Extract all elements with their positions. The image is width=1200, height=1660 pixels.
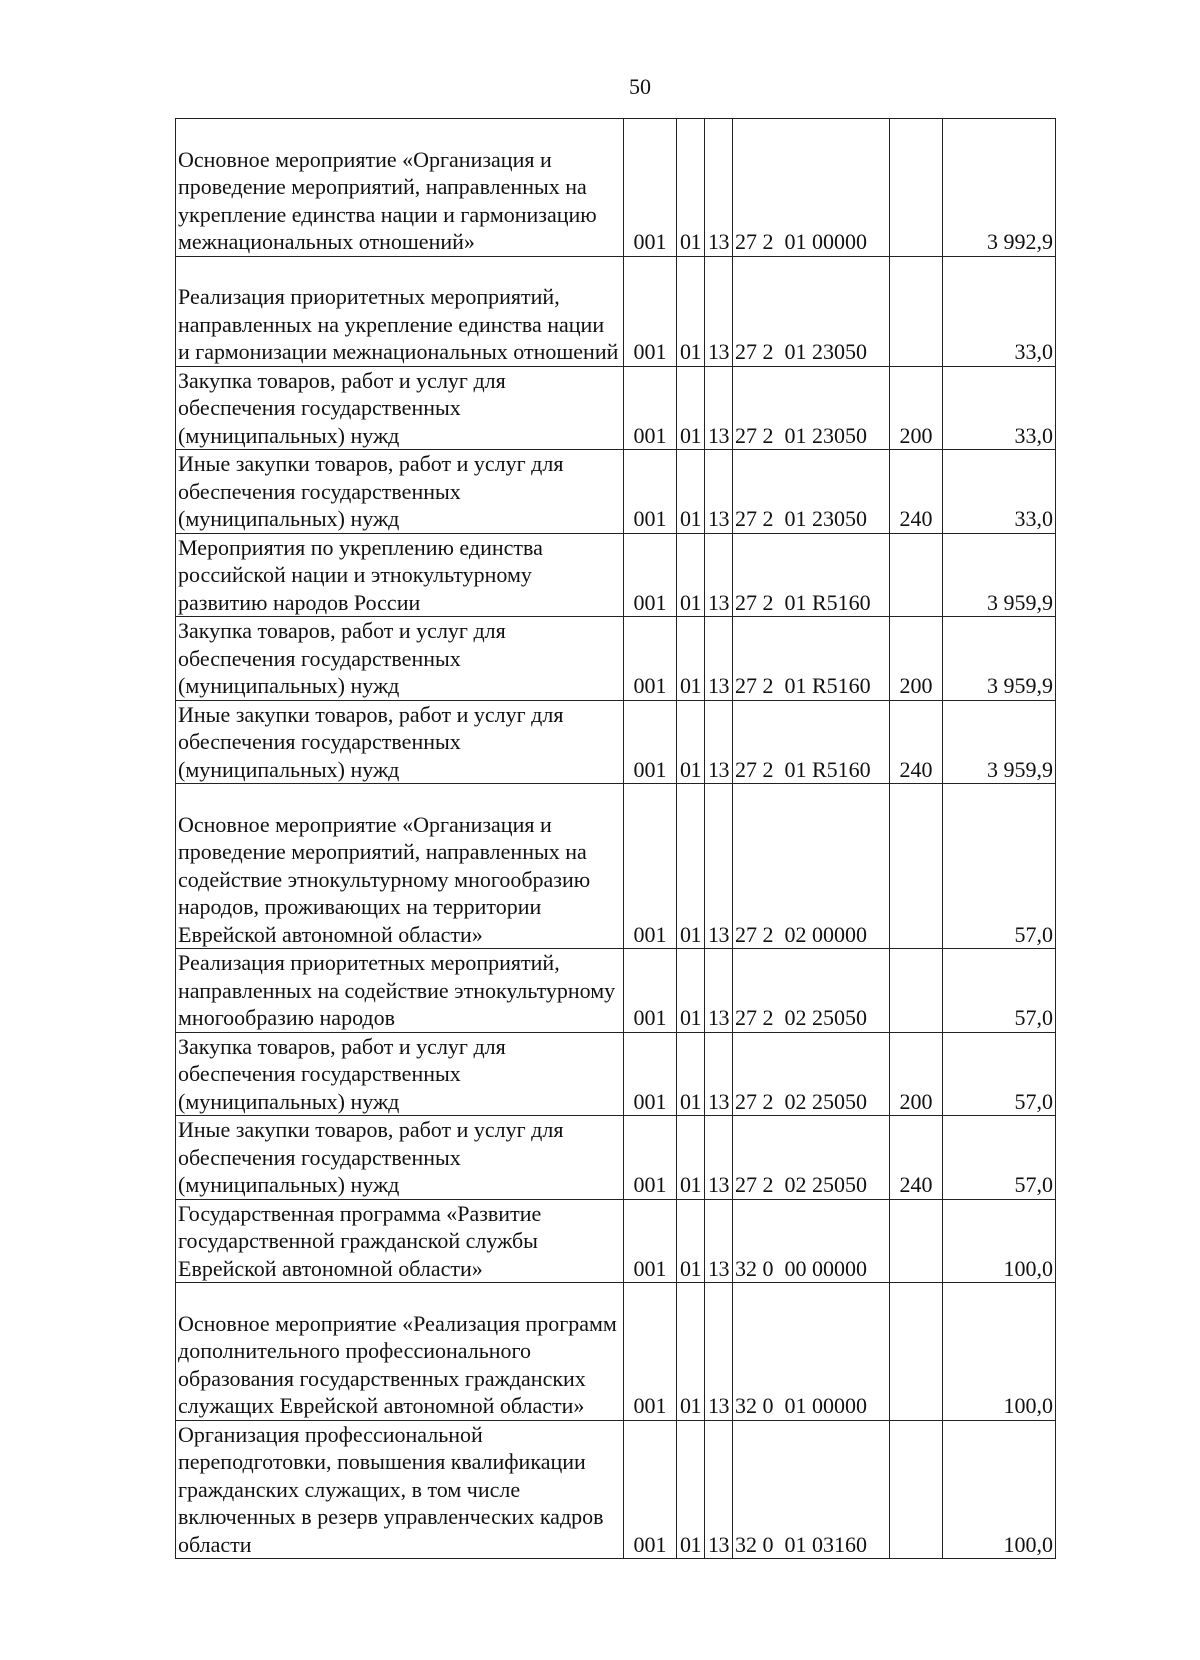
row-target-article: 27 2 01 23050	[733, 450, 890, 534]
row-amount: 100,0	[943, 1283, 1056, 1421]
row-expense-type	[890, 119, 943, 257]
row-amount: 33,0	[943, 366, 1056, 450]
row-expense-type	[890, 1420, 943, 1559]
row-admin-code: 001	[624, 119, 677, 257]
row-admin-code: 001	[624, 1283, 677, 1421]
row-section-code: 01	[677, 1116, 705, 1200]
row-expense-type	[890, 256, 943, 366]
row-target-article: 32 0 00 00000	[733, 1199, 890, 1283]
row-amount: 33,0	[943, 256, 1056, 366]
row-section-code: 01	[677, 700, 705, 784]
row-expense-type	[890, 949, 943, 1033]
row-subsection-code: 13	[705, 1420, 733, 1559]
table-row	[176, 366, 1056, 450]
row-subsection-code: 13	[705, 256, 733, 366]
row-admin-code: 001	[624, 700, 677, 784]
row-subsection-code: 13	[705, 450, 733, 534]
row-target-article: 27 2 02 25050	[733, 949, 890, 1033]
row-amount: 57,0	[943, 949, 1056, 1033]
row-subsection-code: 13	[705, 119, 733, 257]
row-subsection-code: 13	[705, 617, 733, 701]
table-row	[176, 700, 1056, 784]
row-name: Основное мероприятие «Организация и проведение мероприятий, направленных на укрепление единства нации и гармонизацию межнациональных отношений»	[176, 119, 624, 257]
row-target-article: 27 2 01 R5160	[733, 700, 890, 784]
row-admin-code: 001	[624, 1199, 677, 1283]
row-target-article: 27 2 01 23050	[733, 256, 890, 366]
row-expense-type	[890, 1199, 943, 1283]
row-amount: 3 959,9	[943, 533, 1056, 617]
row-name: Реализация приоритетных мероприятий, направленных на содействие этнокультурному многообразию народов	[176, 949, 624, 1033]
table-row	[176, 949, 1056, 1033]
row-expense-type	[890, 784, 943, 949]
row-target-article: 27 2 01 00000	[733, 119, 890, 257]
row-target-article: 27 2 02 25050	[733, 1116, 890, 1200]
row-amount: 57,0	[943, 1032, 1056, 1116]
table-row	[176, 1283, 1056, 1421]
row-admin-code: 001	[624, 617, 677, 701]
row-amount: 3 959,9	[943, 617, 1056, 701]
row-admin-code: 001	[624, 366, 677, 450]
row-amount: 100,0	[943, 1199, 1056, 1283]
row-section-code: 01	[677, 1199, 705, 1283]
budget-table	[175, 118, 1056, 1559]
page-number: 50	[629, 74, 651, 99]
table-row	[176, 256, 1056, 366]
table-row	[176, 1032, 1056, 1116]
table-row	[176, 533, 1056, 617]
row-subsection-code: 13	[705, 784, 733, 949]
row-name: Закупка товаров, работ и услуг для обеспечения государственных (муниципальных) нужд	[176, 366, 624, 450]
row-name: Иные закупки товаров, работ и услуг для обеспечения государственных (муниципальных) нужд	[176, 700, 624, 784]
row-subsection-code: 13	[705, 1283, 733, 1421]
table-row	[176, 1199, 1056, 1283]
row-subsection-code: 13	[705, 1116, 733, 1200]
row-amount: 100,0	[943, 1420, 1056, 1559]
table-row	[176, 119, 1056, 257]
row-subsection-code: 13	[705, 1199, 733, 1283]
table-row	[176, 450, 1056, 534]
row-name: Иные закупки товаров, работ и услуг для обеспечения государственных (муниципальных) нужд	[176, 450, 624, 534]
row-subsection-code: 13	[705, 700, 733, 784]
row-expense-type: 240	[890, 700, 943, 784]
row-target-article: 32 0 01 03160	[733, 1420, 890, 1559]
row-expense-type	[890, 533, 943, 617]
row-expense-type: 240	[890, 1116, 943, 1200]
table-row	[176, 1116, 1056, 1200]
row-subsection-code: 13	[705, 949, 733, 1033]
row-name: Организация профессиональной переподготовки, повышения квалификации гражданских служащих, в том числе включенных в резерв управленческих кадров области	[176, 1420, 624, 1559]
row-target-article: 27 2 01 23050	[733, 366, 890, 450]
row-target-article: 27 2 02 25050	[733, 1032, 890, 1116]
row-section-code: 01	[677, 256, 705, 366]
row-name: Закупка товаров, работ и услуг для обеспечения государственных (муниципальных) нужд	[176, 1032, 624, 1116]
row-name: Закупка товаров, работ и услуг для обеспечения государственных (муниципальных) нужд	[176, 617, 624, 701]
row-section-code: 01	[677, 949, 705, 1033]
row-section-code: 01	[677, 784, 705, 949]
row-section-code: 01	[677, 1420, 705, 1559]
row-amount: 57,0	[943, 1116, 1056, 1200]
row-expense-type: 240	[890, 450, 943, 534]
row-expense-type: 200	[890, 366, 943, 450]
row-admin-code: 001	[624, 533, 677, 617]
row-amount: 33,0	[943, 450, 1056, 534]
row-admin-code: 001	[624, 1032, 677, 1116]
row-name: Основное мероприятие «Организация и проведение мероприятий, направленных на содействие этнокультурному многообразию народов, проживающих на территории Еврейской автономной области»	[176, 784, 624, 949]
row-name: Государственная программа «Развитие государственной гражданской службы Еврейской автономной области»	[176, 1199, 624, 1283]
row-expense-type: 200	[890, 617, 943, 701]
row-section-code: 01	[677, 366, 705, 450]
row-name: Иные закупки товаров, работ и услуг для обеспечения государственных (муниципальных) нужд	[176, 1116, 624, 1200]
row-section-code: 01	[677, 1032, 705, 1116]
row-subsection-code: 13	[705, 533, 733, 617]
row-section-code: 01	[677, 450, 705, 534]
row-admin-code: 001	[624, 450, 677, 534]
row-section-code: 01	[677, 1283, 705, 1421]
row-target-article: 27 2 02 00000	[733, 784, 890, 949]
row-admin-code: 001	[624, 256, 677, 366]
row-target-article: 27 2 01 R5160	[733, 533, 890, 617]
row-amount: 3 992,9	[943, 119, 1056, 257]
row-admin-code: 001	[624, 949, 677, 1033]
row-section-code: 01	[677, 533, 705, 617]
row-section-code: 01	[677, 617, 705, 701]
row-admin-code: 001	[624, 1420, 677, 1559]
row-target-article: 27 2 01 R5160	[733, 617, 890, 701]
row-target-article: 32 0 01 00000	[733, 1283, 890, 1421]
table-row	[176, 784, 1056, 949]
row-admin-code: 001	[624, 784, 677, 949]
row-subsection-code: 13	[705, 366, 733, 450]
row-admin-code: 001	[624, 1116, 677, 1200]
row-name: Реализация приоритетных мероприятий, направленных на укрепление единства нации и гармонизации межнациональных отношений	[176, 256, 624, 366]
row-subsection-code: 13	[705, 1032, 733, 1116]
row-amount: 3 959,9	[943, 700, 1056, 784]
table-row	[176, 1420, 1056, 1559]
table-row	[176, 617, 1056, 701]
row-name: Основное мероприятие «Реализация программ дополнительного профессионального образования государственных гражданских служащих Еврейской автономной области»	[176, 1283, 624, 1421]
row-expense-type: 200	[890, 1032, 943, 1116]
row-name: Мероприятия по укреплению единства российской нации и этнокультурному развитию народов России	[176, 533, 624, 617]
row-amount: 57,0	[943, 784, 1056, 949]
row-section-code: 01	[677, 119, 705, 257]
row-expense-type	[890, 1283, 943, 1421]
